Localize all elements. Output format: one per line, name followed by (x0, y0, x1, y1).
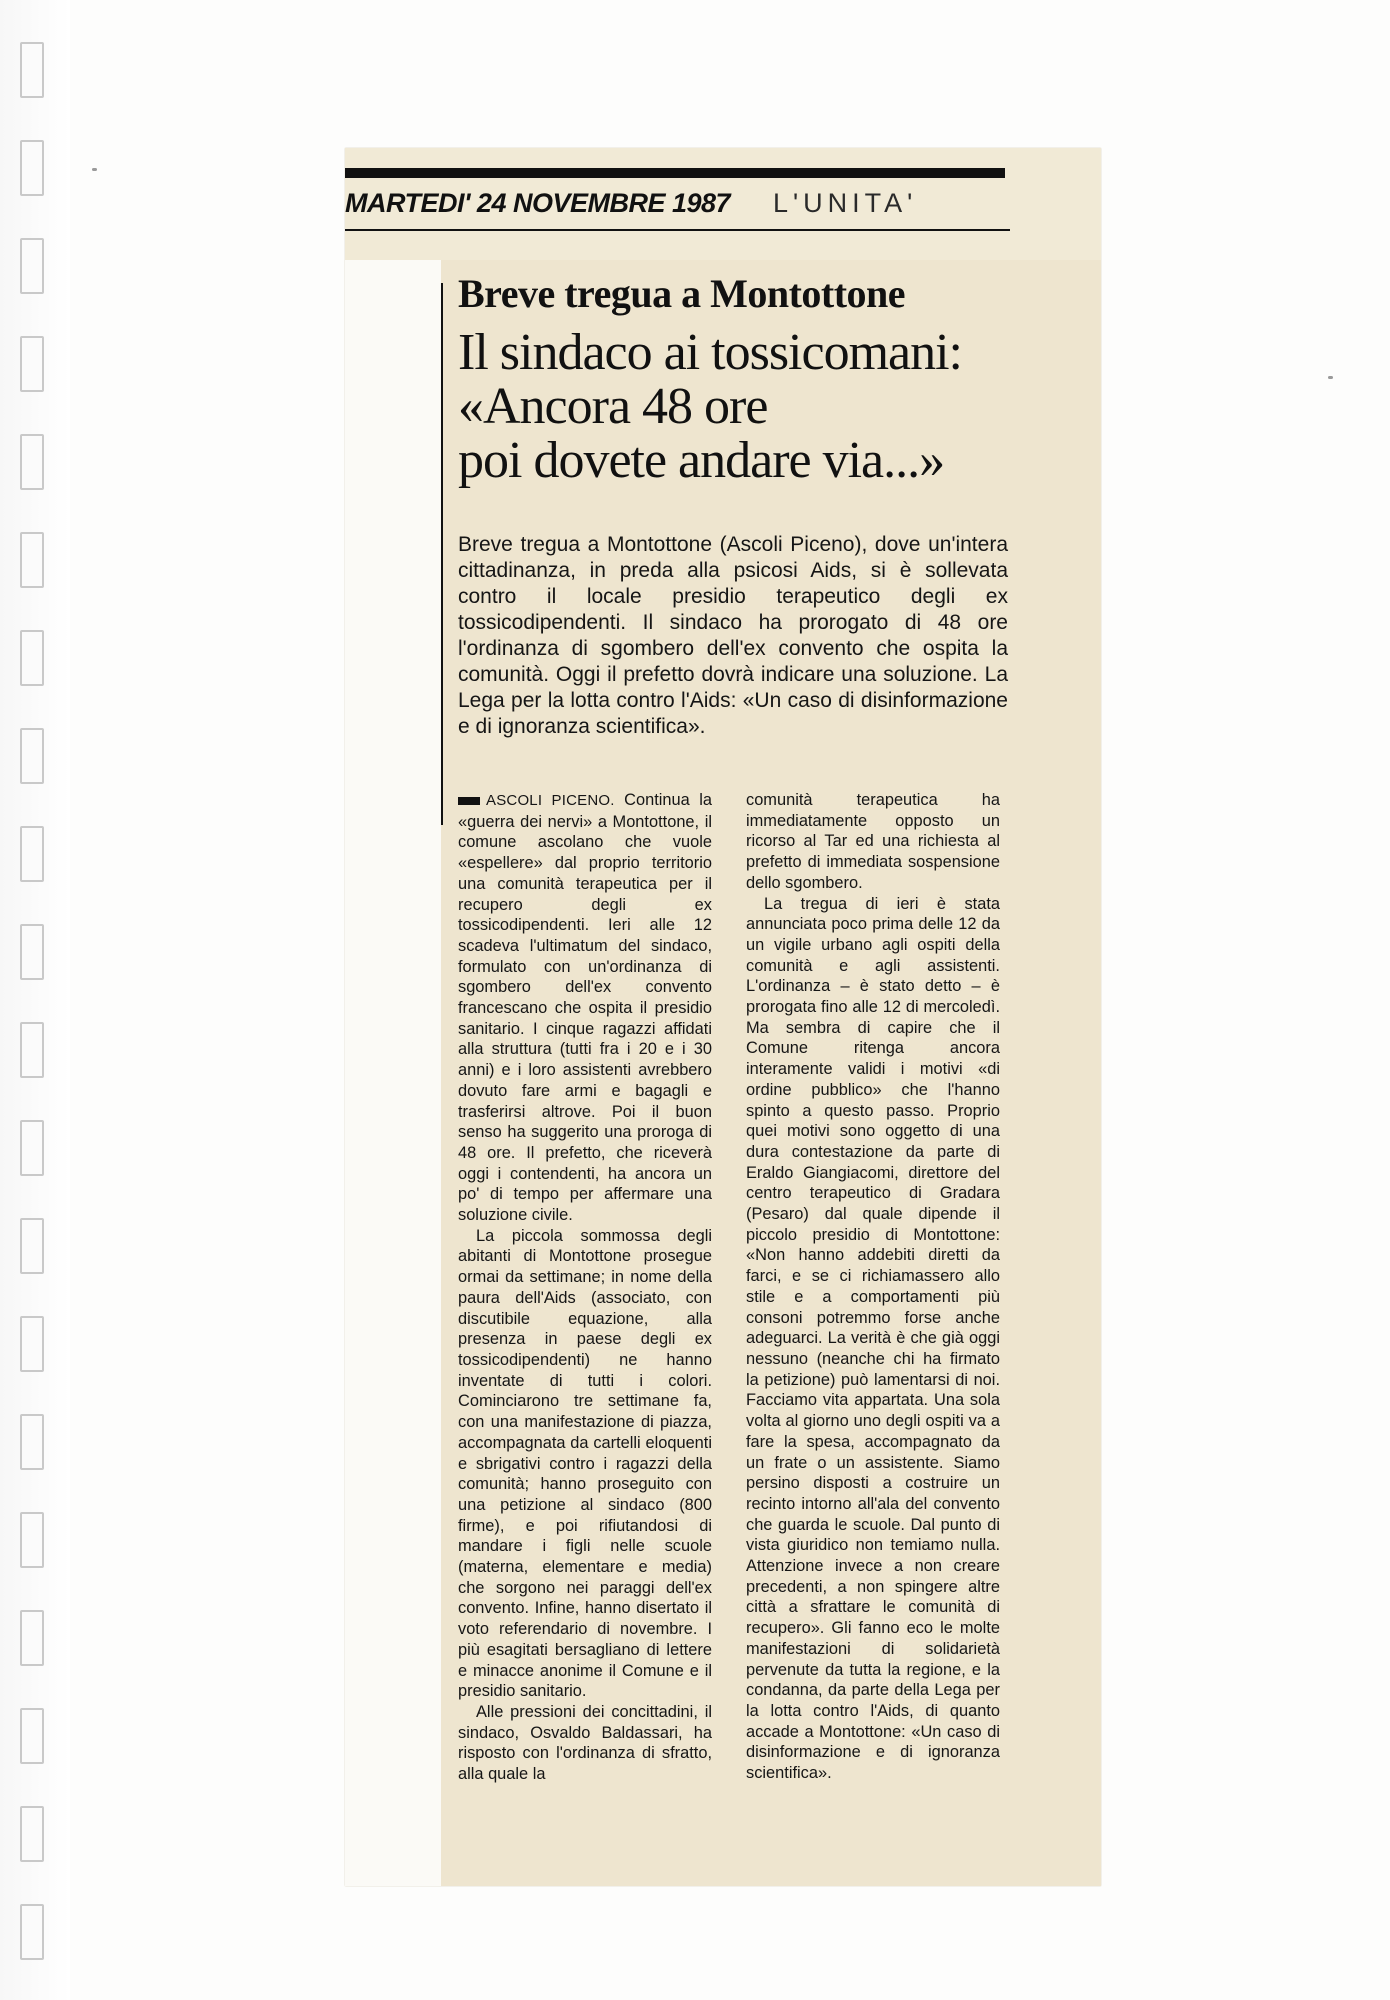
binder-strip (0, 0, 70, 2000)
binder-hole (20, 532, 44, 588)
article-headline (458, 326, 962, 488)
binder-hole (20, 728, 44, 784)
binder-hole (20, 1414, 44, 1470)
masthead-date: MARTEDI' 24 NOVEMBRE 1987 (345, 188, 731, 218)
binder-hole (20, 1022, 44, 1078)
scan-speck (92, 168, 97, 171)
scan-speck (1328, 376, 1333, 379)
article-column-1 (458, 790, 712, 1785)
article-paragraph: La piccola sommossa degli abitanti di Montottone prosegue ormai da settimane; in nome della paura dell'Aids (associato, con discutibile equazione, alla presenza in paese degli ex tossicodipendenti) ne hanno inventate di tutti i colori. Cominciarono tre settimane fa, con una manifestazione di piazza, accompagnata da cartelli eloquenti e sbrigativi contro i ragazzi della comunità; hanno proseguito con una petizione al sindaco (800 firme), e poi rifiutandosi di mandare i figli nelle scuole (materna, elementare e media) che sorgono nei paraggi dell'ex convento. Infine, hanno disertato il voto referendario di novembre. I più esagitati bersagliano di lettere e minacce anonime il Comune e il presidio sanitario. (458, 1226, 712, 1701)
headline-line: Il sindaco ai tossicomani: (458, 324, 963, 381)
article-paragraph (458, 790, 712, 1226)
binder-hole (20, 1904, 44, 1960)
article-kicker: Breve tregua a Montottone (458, 271, 906, 316)
binder-hole (20, 1120, 44, 1176)
handwritten-paper-name: L'UNITA' (773, 188, 918, 218)
article-paragraph: Alle pressioni dei concittadini, il sindaco, Osvaldo Baldassari, ha risposto con l'ordinanza di sfratto, alla quale la (458, 1702, 712, 1784)
binder-hole (20, 630, 44, 686)
binder-hole (20, 1708, 44, 1764)
article-dateline: ASCOLI PICENO. (486, 792, 615, 809)
clipping-left-margin (345, 260, 441, 1886)
binder-hole (20, 826, 44, 882)
binder-hole (20, 42, 44, 98)
headline-line: poi dovete andare via...» (458, 432, 945, 489)
article-paragraph: La tregua di ieri è stata annunciata poco prima delle 12 da un vigile urbano agli ospiti della comunità e agli assistenti. L'ordinanza – è stato detto – è prorogata fino alle 12 di mercoledì. Ma sembra di capire che il Comune ritenga ancora interamente validi i motivi «di ordine pubblico» che l'hanno spinto a questo passo. Proprio quei motivi sono oggetto di una dura contestazione da parte di Eraldo Giangiacomi, direttore del centro terapeutico di Gradara (Pesaro) dal quale dipende il piccolo presidio di Montottone: «Non hanno addebiti diretti da farci, e se ci richiamassero allo stile e a comportamenti più consoni potremmo forse anche adeguarci. La verità è che già oggi nessuno (neanche chi ha firmato la petizione) può lamentarsi di noi. Facciamo vita appartata. Una sola volta al giorno uno degli ospiti va a fare la spesa, accompagnato da un frate o un assistente. Siamo persino disposti a costruire un recinto intorno all'ala del convento che guarda le scuole. Dal punto di vista giuridico non temiamo nulla. Attenzione invece a non creare precedenti, a non spingere altre città a sfrattare le comunità di recupero». Gli fanno eco le molte manifestazioni di solidarietà pervenute da tutta la regione, e la condanna, da parte della Lega per la lotta contro l'Aids, di quanto accade a Montottone: «Un caso di disinformazione e di ignoranza scientifica». (746, 894, 1000, 1783)
binder-hole (20, 924, 44, 980)
article-paragraph: comunità terapeutica ha immediatamente opposto un ricorso al Tar ed una richiesta al prefetto di immediata sospensione dello sgombero. (746, 791, 1000, 892)
binder-hole (20, 1218, 44, 1274)
paragraph-text: Continua la «guerra dei nervi» a Montottone, il comune ascolano che vuole «espellere» dal proprio territorio una comunità terapeutica per il recupero degli ex tossicodipendenti. Ieri alle 12 scadeva l'ultimatum del sindaco, formulato con un'ordinanza di sgombero dell'ex convento francescano che ospita il presidio sanitario. I cinque ragazzi affidati alla struttura (tutti fra i 20 e i 30 anni) e i loro assistenti avrebbero dovuto fare armi e bagagli e trasferirsi altrove. Poi il buon senso ha suggerito una proroga di 48 ore. Il prefetto, che riceverà oggi i contendenti, ha ancora un po' di tempo per affermare una soluzione civile. (458, 791, 713, 1225)
binder-hole (20, 1610, 44, 1666)
dateline-marker (458, 797, 480, 805)
newspaper-clipping (345, 148, 1101, 1886)
article-summary: Breve tregua a Montottone (Ascoli Piceno), dove un'intera cittadinanza, in preda alla psicosi Aids, si è sollevata contro il locale presidio terapeutico degli ex tossicodipendenti. Il sindaco ha prorogato di 48 ore l'ordinanza di sgombero dell'ex convento che ospita la comunità. Oggi il prefetto dovrà indicare una soluzione. La Lega per la lotta contro l'Aids: «Un caso di disinformazione e di ignoranza scientifica». (458, 533, 1008, 738)
binder-hole (20, 336, 44, 392)
masthead-thin-rule (345, 229, 1010, 231)
masthead-thick-rule (345, 168, 1005, 178)
binder-hole (20, 434, 44, 490)
article-column-2 (746, 790, 1000, 1784)
binder-hole (20, 1806, 44, 1862)
binder-hole (20, 238, 44, 294)
headline-line: «Ancora 48 ore (458, 378, 768, 435)
headline-side-rule (441, 283, 443, 825)
binder-hole (20, 140, 44, 196)
binder-hole (20, 1316, 44, 1372)
binder-hole (20, 1512, 44, 1568)
